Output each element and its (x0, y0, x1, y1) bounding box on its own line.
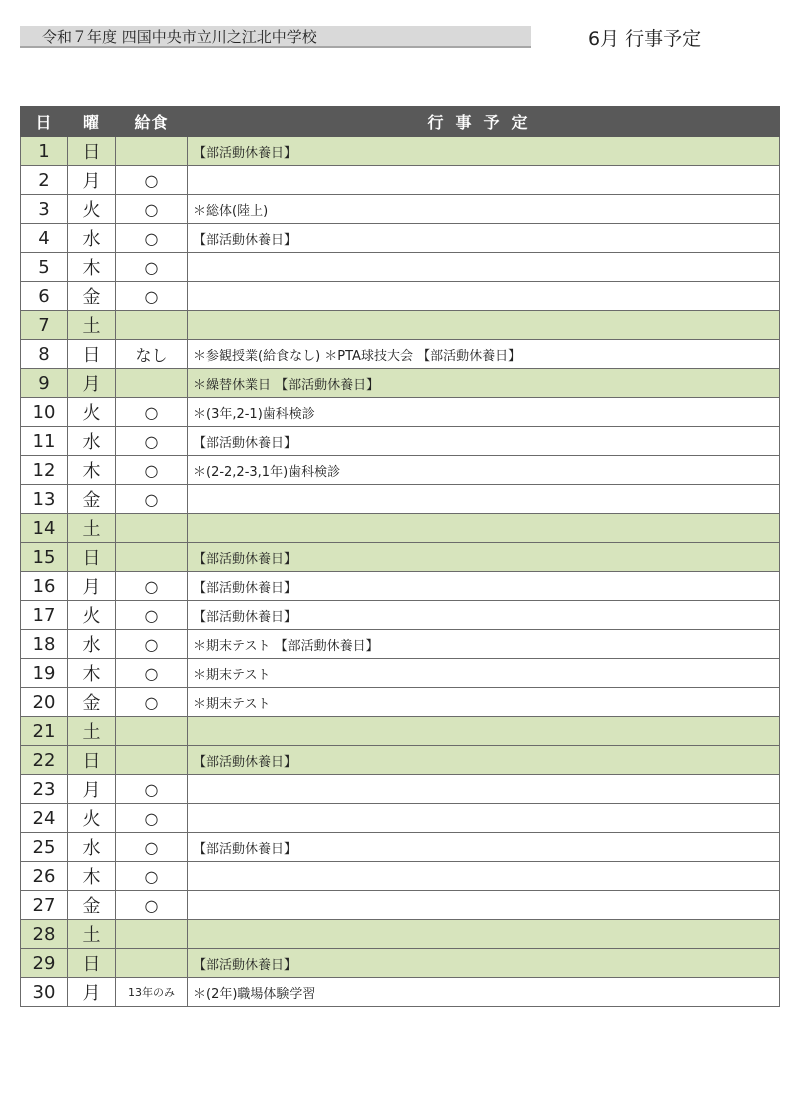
meal-cell: ○ (116, 688, 188, 717)
date-cell: 1 (21, 137, 68, 166)
date-cell: 5 (21, 253, 68, 282)
date-cell: 15 (21, 543, 68, 572)
date-cell: 4 (21, 224, 68, 253)
table-row (21, 456, 780, 485)
table-row (21, 804, 780, 833)
table-row (21, 601, 780, 630)
event-cell: ＊期末テスト (188, 659, 780, 688)
date-cell: 26 (21, 862, 68, 891)
date-cell: 29 (21, 949, 68, 978)
date-cell: 11 (21, 427, 68, 456)
meal-cell: ○ (116, 195, 188, 224)
event-cell: ＊(2年)職場体験学習 (188, 978, 780, 1007)
date-cell: 24 (21, 804, 68, 833)
table-row (21, 572, 780, 601)
weekday-cell: 金 (68, 688, 116, 717)
weekday-cell: 土 (68, 514, 116, 543)
weekday-cell: 水 (68, 630, 116, 659)
date-cell: 6 (21, 282, 68, 311)
table-row (21, 891, 780, 920)
table-row (21, 978, 780, 1007)
date-cell: 30 (21, 978, 68, 1007)
date-cell: 21 (21, 717, 68, 746)
meal-cell (116, 369, 188, 398)
event-cell (188, 920, 780, 949)
weekday-cell: 月 (68, 572, 116, 601)
event-cell: 【部活動休養日】 (188, 543, 780, 572)
table-row (21, 427, 780, 456)
table-row (21, 630, 780, 659)
meal-cell (116, 746, 188, 775)
weekday-cell: 木 (68, 253, 116, 282)
weekday-cell: 火 (68, 398, 116, 427)
meal-cell: ○ (116, 572, 188, 601)
weekday-cell: 月 (68, 978, 116, 1007)
weekday-cell: 日 (68, 137, 116, 166)
event-cell: 【部活動休養日】 (188, 949, 780, 978)
event-cell (188, 804, 780, 833)
event-cell: 【部活動休養日】 (188, 746, 780, 775)
meal-cell: ○ (116, 630, 188, 659)
weekday-cell: 金 (68, 891, 116, 920)
school-name: 令和７年度 四国中央市立川之江北中学校 (42, 28, 317, 46)
event-cell (188, 775, 780, 804)
event-cell: ＊期末テスト 【部活動休養日】 (188, 630, 780, 659)
date-cell: 8 (21, 340, 68, 369)
weekday-cell: 日 (68, 543, 116, 572)
event-cell: 【部活動休養日】 (188, 427, 780, 456)
table-row (21, 746, 780, 775)
col-header-weekday: 曜 (68, 107, 116, 137)
table-row (21, 137, 780, 166)
date-cell: 17 (21, 601, 68, 630)
table-row (21, 253, 780, 282)
date-cell: 28 (21, 920, 68, 949)
table-row (21, 543, 780, 572)
meal-cell: ○ (116, 224, 188, 253)
meal-cell: ○ (116, 833, 188, 862)
event-cell: 【部活動休養日】 (188, 601, 780, 630)
weekday-cell: 火 (68, 601, 116, 630)
meal-cell: ○ (116, 891, 188, 920)
table-row (21, 775, 780, 804)
weekday-cell: 木 (68, 659, 116, 688)
table-header-row (21, 107, 780, 137)
table-row (21, 282, 780, 311)
event-cell (188, 717, 780, 746)
weekday-cell: 木 (68, 456, 116, 485)
meal-cell (116, 514, 188, 543)
event-cell (188, 891, 780, 920)
event-cell: 【部活動休養日】 (188, 224, 780, 253)
col-header-meal: 給食 (116, 107, 188, 137)
event-cell: 【部活動休養日】 (188, 137, 780, 166)
date-cell: 22 (21, 746, 68, 775)
event-cell (188, 282, 780, 311)
table-row (21, 485, 780, 514)
table-row (21, 224, 780, 253)
date-cell: 9 (21, 369, 68, 398)
meal-cell (116, 311, 188, 340)
weekday-cell: 水 (68, 833, 116, 862)
month-title: 6月 行事予定 (588, 28, 702, 50)
weekday-cell: 土 (68, 717, 116, 746)
date-cell: 14 (21, 514, 68, 543)
date-cell: 16 (21, 572, 68, 601)
weekday-cell: 月 (68, 166, 116, 195)
meal-cell (116, 543, 188, 572)
event-cell (188, 253, 780, 282)
event-cell (188, 311, 780, 340)
col-header-date: 日 (21, 107, 68, 137)
meal-cell: なし (116, 340, 188, 369)
col-header-event: 行事予定 (188, 107, 780, 137)
weekday-cell: 金 (68, 282, 116, 311)
date-cell: 13 (21, 485, 68, 514)
meal-cell (116, 949, 188, 978)
table-row (21, 659, 780, 688)
table-row (21, 369, 780, 398)
weekday-cell: 月 (68, 775, 116, 804)
table-row (21, 920, 780, 949)
event-cell: ＊(2-2,2-3,1年)歯科検診 (188, 456, 780, 485)
event-cell: 【部活動休養日】 (188, 833, 780, 862)
meal-cell: ○ (116, 253, 188, 282)
date-cell: 20 (21, 688, 68, 717)
weekday-cell: 火 (68, 195, 116, 224)
table-row (21, 717, 780, 746)
date-cell: 27 (21, 891, 68, 920)
weekday-cell: 日 (68, 746, 116, 775)
table-row (21, 195, 780, 224)
date-cell: 7 (21, 311, 68, 340)
meal-cell (116, 717, 188, 746)
weekday-cell: 水 (68, 224, 116, 253)
date-cell: 25 (21, 833, 68, 862)
schedule-table (20, 106, 780, 1007)
table-row (21, 862, 780, 891)
weekday-cell: 木 (68, 862, 116, 891)
meal-cell (116, 920, 188, 949)
meal-cell: ○ (116, 166, 188, 195)
date-cell: 23 (21, 775, 68, 804)
meal-cell (116, 137, 188, 166)
meal-cell: 13年のみ (116, 978, 188, 1007)
date-cell: 2 (21, 166, 68, 195)
event-cell (188, 485, 780, 514)
event-cell: 【部活動休養日】 (188, 572, 780, 601)
weekday-cell: 日 (68, 340, 116, 369)
weekday-cell: 水 (68, 427, 116, 456)
date-cell: 10 (21, 398, 68, 427)
table-row (21, 514, 780, 543)
table-row (21, 398, 780, 427)
weekday-cell: 土 (68, 920, 116, 949)
weekday-cell: 火 (68, 804, 116, 833)
meal-cell: ○ (116, 456, 188, 485)
date-cell: 3 (21, 195, 68, 224)
weekday-cell: 金 (68, 485, 116, 514)
event-cell: ＊総体(陸上) (188, 195, 780, 224)
weekday-cell: 日 (68, 949, 116, 978)
date-cell: 19 (21, 659, 68, 688)
event-cell (188, 166, 780, 195)
table-row (21, 833, 780, 862)
schedule-body (21, 137, 780, 1007)
weekday-cell: 土 (68, 311, 116, 340)
table-row (21, 949, 780, 978)
meal-cell: ○ (116, 601, 188, 630)
meal-cell: ○ (116, 659, 188, 688)
event-cell (188, 514, 780, 543)
meal-cell: ○ (116, 398, 188, 427)
meal-cell: ○ (116, 485, 188, 514)
table-row (21, 340, 780, 369)
meal-cell: ○ (116, 282, 188, 311)
table-row (21, 166, 780, 195)
event-cell: ＊参観授業(給食なし) ＊PTA球技大会 【部活動休養日】 (188, 340, 780, 369)
meal-cell: ○ (116, 804, 188, 833)
meal-cell: ○ (116, 862, 188, 891)
meal-cell: ○ (116, 427, 188, 456)
table-row (21, 311, 780, 340)
date-cell: 12 (21, 456, 68, 485)
date-cell: 18 (21, 630, 68, 659)
meal-cell: ○ (116, 775, 188, 804)
event-cell: ＊(3年,2-1)歯科検診 (188, 398, 780, 427)
table-row (21, 688, 780, 717)
weekday-cell: 月 (68, 369, 116, 398)
school-name-bar (20, 26, 531, 48)
event-cell: ＊繰替休業日 【部活動休養日】 (188, 369, 780, 398)
event-cell (188, 862, 780, 891)
event-cell: ＊期末テスト (188, 688, 780, 717)
